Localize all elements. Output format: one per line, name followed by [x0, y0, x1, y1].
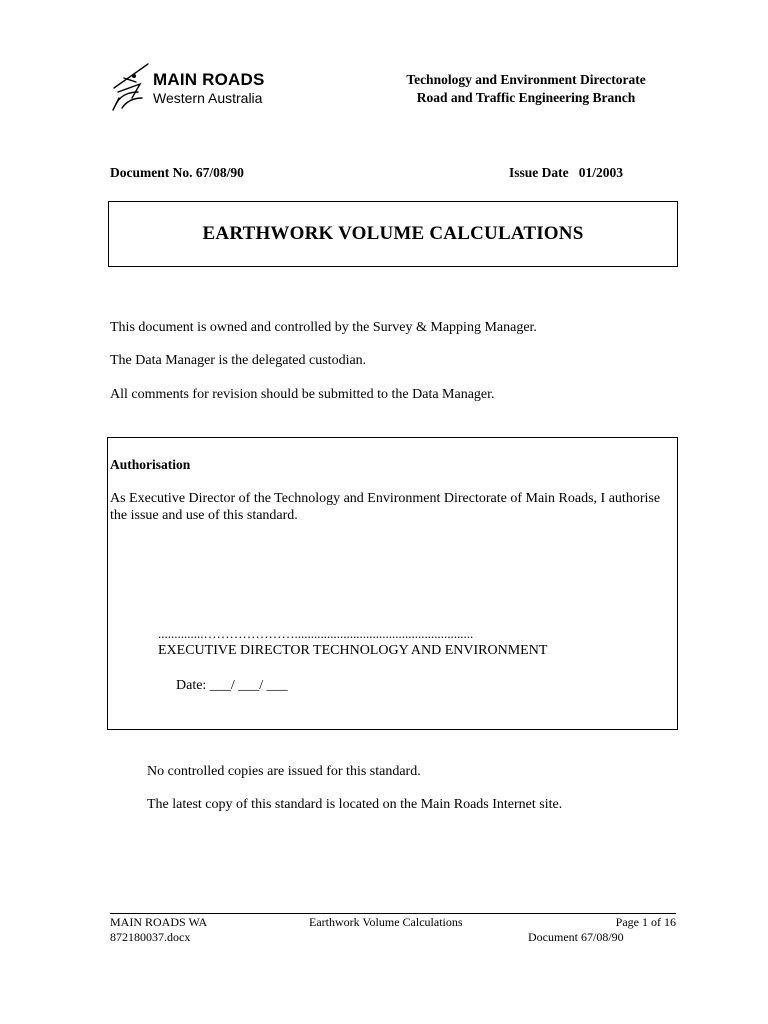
document-title: EARTHWORK VOLUME CALCULATIONS — [202, 223, 584, 244]
directorate-line: Technology and Environment Directorate — [406, 72, 646, 87]
footer-org: MAIN ROADS WA — [110, 915, 208, 929]
comments-line: All comments for revision should be submitted to the Data Manager. — [110, 387, 495, 402]
custodian-line: The Data Manager is the delegated custodian. — [110, 353, 367, 368]
title-box — [108, 201, 678, 267]
logo-sub-text: Western Australia — [153, 90, 263, 106]
controlled-copies-note: No controlled copies are issued for this standard. — [147, 764, 421, 779]
latest-copy-note: The latest copy of this standard is located on the Main Roads Internet site. — [147, 797, 563, 812]
footer-doc-ref: Document 67/08/90 — [528, 930, 624, 944]
branch-line: Road and Traffic Engineering Branch — [416, 90, 636, 105]
logo-wordmark — [153, 70, 265, 107]
footer-doc-title: Earthwork Volume Calculations — [309, 915, 463, 929]
footer-divider — [110, 913, 676, 914]
date-field: Date: ___/ ___/ ___ — [176, 678, 288, 693]
document-number: Document No. 67/08/90 — [110, 165, 244, 180]
issue-date: Issue Date 01/2003 — [509, 165, 623, 180]
authorisation-text: As Executive Director of the Technology and Environment Directorate of Main Roads, I authorise the issue and use of this standard. — [110, 491, 661, 523]
ownership-line: This document is owned and controlled by the Survey & Mapping Manager. — [110, 320, 537, 335]
signature-line: ..............…………………....................................................... — [158, 626, 474, 641]
signatory-title: EXECUTIVE DIRECTOR TECHNOLOGY AND ENVIRONMENT — [158, 643, 548, 658]
footer-page-number: Page 1 of 16 — [615, 915, 676, 929]
logo-main-text: MAIN ROADS — [153, 70, 265, 89]
authorisation-heading: Authorisation — [110, 457, 191, 472]
footer-filename: 872180037.docx — [110, 930, 191, 944]
directorate-header — [376, 71, 676, 107]
